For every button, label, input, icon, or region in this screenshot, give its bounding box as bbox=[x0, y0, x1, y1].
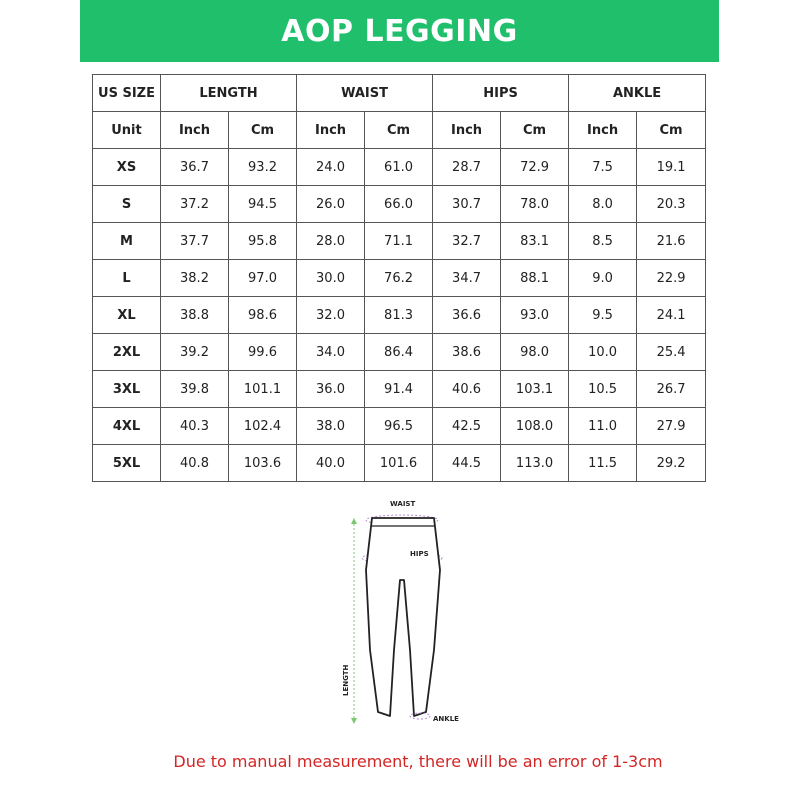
size-cell: 5XL bbox=[93, 445, 161, 482]
measurement-cell: 22.9 bbox=[637, 260, 706, 297]
measurement-cell: 78.0 bbox=[501, 186, 569, 223]
measurement-cell: 40.6 bbox=[433, 371, 501, 408]
measurement-cell: 38.2 bbox=[161, 260, 229, 297]
unit-header: Cm bbox=[229, 112, 297, 149]
size-cell: 2XL bbox=[93, 334, 161, 371]
table-row bbox=[93, 334, 706, 371]
size-cell: 4XL bbox=[93, 408, 161, 445]
unit-header: Inch bbox=[297, 112, 365, 149]
table-row bbox=[93, 149, 706, 186]
group-header-length: LENGTH bbox=[161, 75, 297, 112]
page-title: AOP LEGGING bbox=[281, 13, 518, 49]
measurement-cell: 103.6 bbox=[229, 445, 297, 482]
measurement-cell: 8.5 bbox=[569, 223, 637, 260]
measurement-cell: 38.8 bbox=[161, 297, 229, 334]
measurement-cell: 98.0 bbox=[501, 334, 569, 371]
arrow-up-icon bbox=[351, 518, 357, 524]
measurement-cell: 38.0 bbox=[297, 408, 365, 445]
measurement-cell: 30.0 bbox=[297, 260, 365, 297]
measurement-cell: 113.0 bbox=[501, 445, 569, 482]
measurement-note: Due to manual measurement, there will be an error of 1-3cm bbox=[173, 752, 663, 771]
unit-header: Cm bbox=[501, 112, 569, 149]
measurement-cell: 9.0 bbox=[569, 260, 637, 297]
table-row bbox=[93, 223, 706, 260]
measurement-cell: 101.1 bbox=[229, 371, 297, 408]
measurement-cell: 11.5 bbox=[569, 445, 637, 482]
measurement-cell: 36.0 bbox=[297, 371, 365, 408]
unit-header: Inch bbox=[569, 112, 637, 149]
measurement-cell: 27.9 bbox=[637, 408, 706, 445]
measurement-cell: 20.3 bbox=[637, 186, 706, 223]
table-header-row bbox=[93, 75, 706, 112]
measurement-cell: 38.6 bbox=[433, 334, 501, 371]
size-cell: M bbox=[93, 223, 161, 260]
unit-header: Inch bbox=[433, 112, 501, 149]
table-row bbox=[93, 445, 706, 482]
measurement-cell: 19.1 bbox=[637, 149, 706, 186]
measurement-cell: 39.2 bbox=[161, 334, 229, 371]
measurement-cell: 98.6 bbox=[229, 297, 297, 334]
table-row bbox=[93, 260, 706, 297]
measurement-cell: 7.5 bbox=[569, 149, 637, 186]
measurement-cell: 83.1 bbox=[501, 223, 569, 260]
measurement-cell: 93.2 bbox=[229, 149, 297, 186]
leggings-measurement-diagram bbox=[330, 490, 470, 740]
size-cell: S bbox=[93, 186, 161, 223]
measurement-cell: 36.7 bbox=[161, 149, 229, 186]
hips-label: HIPS bbox=[410, 550, 429, 558]
measurement-cell: 11.0 bbox=[569, 408, 637, 445]
measurement-cell: 42.5 bbox=[433, 408, 501, 445]
measurement-cell: 91.4 bbox=[365, 371, 433, 408]
table-row bbox=[93, 408, 706, 445]
ankle-label: ANKLE bbox=[433, 715, 459, 723]
measurement-cell: 29.2 bbox=[637, 445, 706, 482]
measurement-cell: 102.4 bbox=[229, 408, 297, 445]
group-header-hips: HIPS bbox=[433, 75, 569, 112]
measurement-cell: 34.0 bbox=[297, 334, 365, 371]
unit-header: Inch bbox=[161, 112, 229, 149]
group-header-ankle: ANKLE bbox=[569, 75, 706, 112]
measurement-cell: 95.8 bbox=[229, 223, 297, 260]
measurement-cell: 96.5 bbox=[365, 408, 433, 445]
measurement-cell: 26.7 bbox=[637, 371, 706, 408]
waist-label: WAIST bbox=[390, 500, 416, 508]
measurement-cell: 24.1 bbox=[637, 297, 706, 334]
measurement-cell: 40.3 bbox=[161, 408, 229, 445]
measurement-cell: 10.0 bbox=[569, 334, 637, 371]
measurement-cell: 10.5 bbox=[569, 371, 637, 408]
measurement-cell: 61.0 bbox=[365, 149, 433, 186]
size-cell: 3XL bbox=[93, 371, 161, 408]
measurement-cell: 9.5 bbox=[569, 297, 637, 334]
measurement-cell: 76.2 bbox=[365, 260, 433, 297]
size-chart-table bbox=[92, 74, 706, 482]
size-cell: XS bbox=[93, 149, 161, 186]
size-cell: XL bbox=[93, 297, 161, 334]
measurement-cell: 86.4 bbox=[365, 334, 433, 371]
title-banner bbox=[80, 0, 719, 62]
leggings-icon bbox=[330, 490, 470, 740]
measurement-cell: 28.7 bbox=[433, 149, 501, 186]
unit-header: Cm bbox=[637, 112, 706, 149]
length-label: LENGTH bbox=[342, 664, 350, 696]
table-row bbox=[93, 371, 706, 408]
size-column-header: US SIZE bbox=[93, 75, 161, 112]
measurement-cell: 44.5 bbox=[433, 445, 501, 482]
measurement-cell: 30.7 bbox=[433, 186, 501, 223]
measurement-cell: 97.0 bbox=[229, 260, 297, 297]
measurement-cell: 32.0 bbox=[297, 297, 365, 334]
measurement-cell: 28.0 bbox=[297, 223, 365, 260]
group-header-waist: WAIST bbox=[297, 75, 433, 112]
measurement-cell: 71.1 bbox=[365, 223, 433, 260]
table-unit-row bbox=[93, 112, 706, 149]
measurement-cell: 34.7 bbox=[433, 260, 501, 297]
measurement-cell: 32.7 bbox=[433, 223, 501, 260]
measurement-cell: 88.1 bbox=[501, 260, 569, 297]
measurement-cell: 37.7 bbox=[161, 223, 229, 260]
measurement-cell: 94.5 bbox=[229, 186, 297, 223]
measurement-cell: 66.0 bbox=[365, 186, 433, 223]
table-row bbox=[93, 186, 706, 223]
measurement-cell: 26.0 bbox=[297, 186, 365, 223]
measurement-cell: 108.0 bbox=[501, 408, 569, 445]
measurement-cell: 72.9 bbox=[501, 149, 569, 186]
measurement-cell: 39.8 bbox=[161, 371, 229, 408]
measurement-cell: 40.0 bbox=[297, 445, 365, 482]
arrow-down-icon bbox=[351, 718, 357, 724]
measurement-cell: 24.0 bbox=[297, 149, 365, 186]
unit-header: Cm bbox=[365, 112, 433, 149]
measurement-cell: 21.6 bbox=[637, 223, 706, 260]
measurement-cell: 36.6 bbox=[433, 297, 501, 334]
measurement-cell: 37.2 bbox=[161, 186, 229, 223]
measurement-cell: 99.6 bbox=[229, 334, 297, 371]
leggings-outline bbox=[366, 518, 440, 716]
measurement-cell: 101.6 bbox=[365, 445, 433, 482]
measurement-cell: 25.4 bbox=[637, 334, 706, 371]
table-row bbox=[93, 297, 706, 334]
measurement-cell: 8.0 bbox=[569, 186, 637, 223]
measurement-cell: 40.8 bbox=[161, 445, 229, 482]
measurement-cell: 93.0 bbox=[501, 297, 569, 334]
size-cell: L bbox=[93, 260, 161, 297]
unit-label: Unit bbox=[93, 112, 161, 149]
measurement-cell: 103.1 bbox=[501, 371, 569, 408]
measurement-cell: 81.3 bbox=[365, 297, 433, 334]
